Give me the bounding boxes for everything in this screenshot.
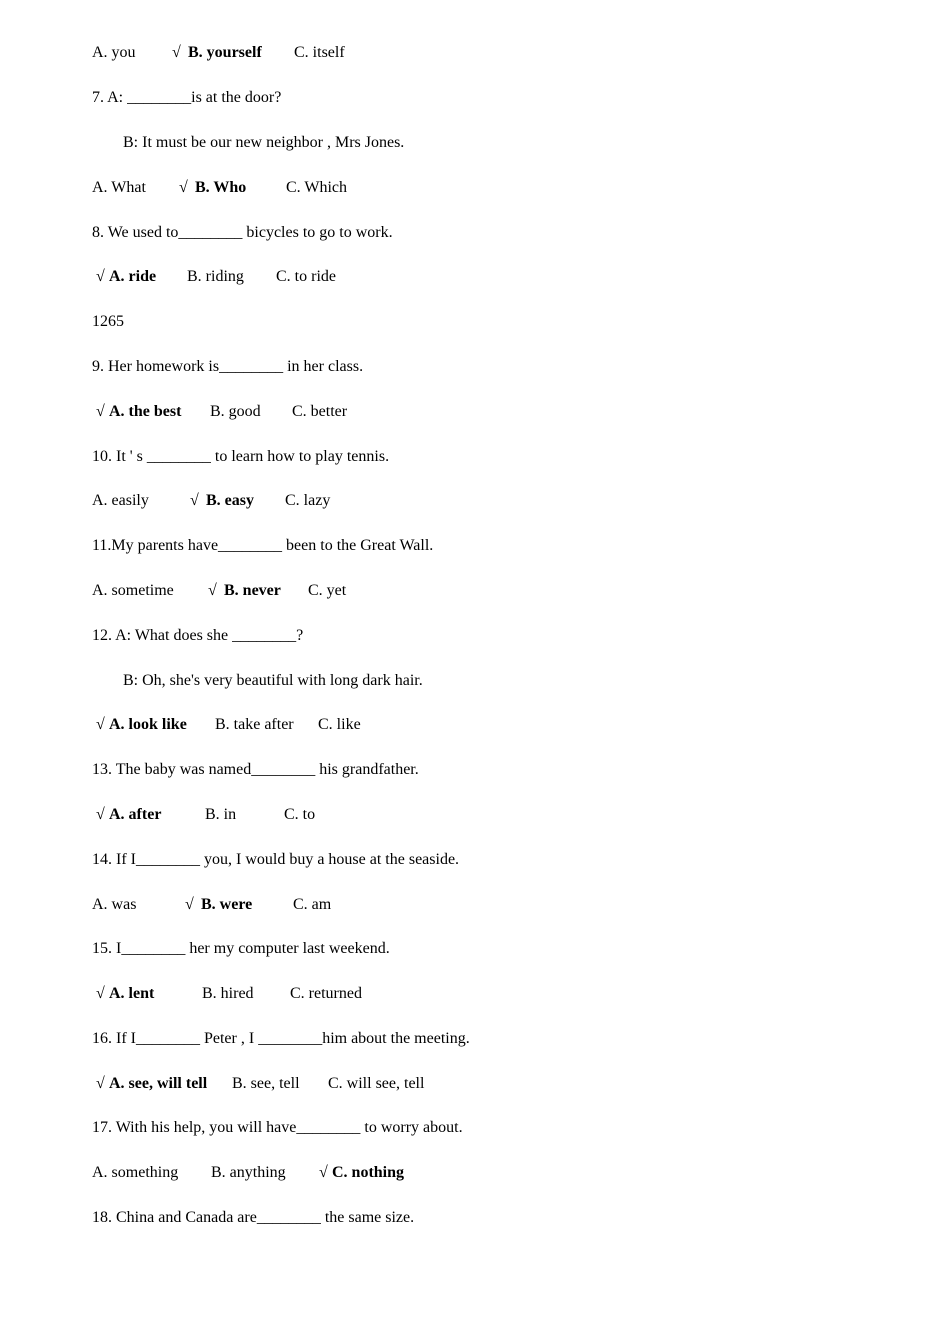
answer-option: C. lazy: [285, 492, 331, 509]
answer-option: B. never: [224, 582, 281, 599]
answer-option: B. in: [205, 806, 237, 823]
answer-option: B. hired: [202, 985, 254, 1002]
answer-option: B. take after: [215, 716, 294, 733]
checkmark-icon: √: [96, 268, 105, 285]
question-text: 15. I________ her my computer last weekend.: [92, 940, 390, 957]
answer-option: B. easy: [206, 492, 254, 509]
answer-option: C. to ride: [276, 268, 336, 285]
question-text: B: It must be our new neighbor , Mrs Jones.: [123, 134, 405, 151]
question-text: 7. A: ________is at the door?: [92, 89, 282, 106]
answer-option: C. am: [293, 896, 332, 913]
answer-option: B. anything: [211, 1164, 286, 1181]
checkmark-icon: √: [179, 179, 188, 196]
answer-option: A. was: [92, 896, 137, 913]
answer-option: C. nothing: [332, 1164, 405, 1181]
question-text: 1265: [92, 313, 124, 330]
checkmark-icon: √: [96, 403, 105, 420]
question-text: B: Oh, she's very beautiful with long dark hair.: [123, 672, 423, 689]
answer-option: A. sometime: [92, 582, 174, 599]
answer-option: A. the best: [109, 403, 182, 420]
question-text: 12. A: What does she ________?: [92, 627, 304, 644]
answer-option: A. What: [92, 179, 146, 196]
checkmark-icon: √: [172, 44, 181, 61]
question-text: 11.My parents have________ been to the Great Wall.: [92, 537, 434, 554]
checkmark-icon: √: [96, 1075, 105, 1092]
checkmark-icon: √: [190, 492, 199, 509]
checkmark-icon: √: [96, 716, 105, 733]
checkmark-icon: √: [208, 582, 217, 599]
question-text: 9. Her homework is________ in her class.: [92, 358, 364, 375]
question-text: 13. The baby was named________ his grandfather.: [92, 761, 419, 778]
question-text: 14. If I________ you, I would buy a house at the seaside.: [92, 851, 460, 868]
answer-option: B. Who: [195, 179, 247, 196]
answer-option: C. better: [292, 403, 348, 420]
question-text: 17. With his help, you will have________ to worry about.: [92, 1119, 463, 1136]
checkmark-icon: √: [96, 985, 105, 1002]
answer-option: A. something: [92, 1164, 179, 1181]
answer-option: A. see, will tell: [109, 1075, 208, 1092]
question-text: 10. It ' s ________ to learn how to play tennis.: [92, 448, 390, 465]
answer-option: A. look like: [109, 716, 187, 733]
question-text: 8. We used to________ bicycles to go to work.: [92, 224, 393, 241]
answer-option: A. easily: [92, 492, 149, 509]
checkmark-icon: √: [185, 896, 194, 913]
question-text: 16. If I________ Peter , I ________him about the meeting.: [92, 1030, 470, 1047]
answer-option: B. see, tell: [232, 1075, 300, 1092]
checkmark-icon: √: [319, 1164, 328, 1181]
answer-option: B. were: [201, 896, 253, 913]
answer-option: A. ride: [109, 268, 157, 285]
answer-option: C. to: [284, 806, 316, 823]
checkmark-icon: √: [96, 806, 105, 823]
answer-option: A. after: [109, 806, 162, 823]
answer-option: C. like: [318, 716, 361, 733]
answer-option: C. yet: [308, 582, 347, 599]
answer-option: A. lent: [109, 985, 155, 1002]
answer-option: B. riding: [187, 268, 244, 285]
question-text: 18. China and Canada are________ the same size.: [92, 1209, 415, 1226]
answer-option: C. will see, tell: [328, 1075, 425, 1092]
answer-option: B. good: [210, 403, 261, 420]
answer-option: C. Which: [286, 179, 348, 196]
answer-option: C. itself: [294, 44, 345, 61]
answer-option: C. returned: [290, 985, 362, 1002]
answer-option: B. yourself: [188, 44, 262, 61]
answer-option: A. you: [92, 44, 136, 61]
